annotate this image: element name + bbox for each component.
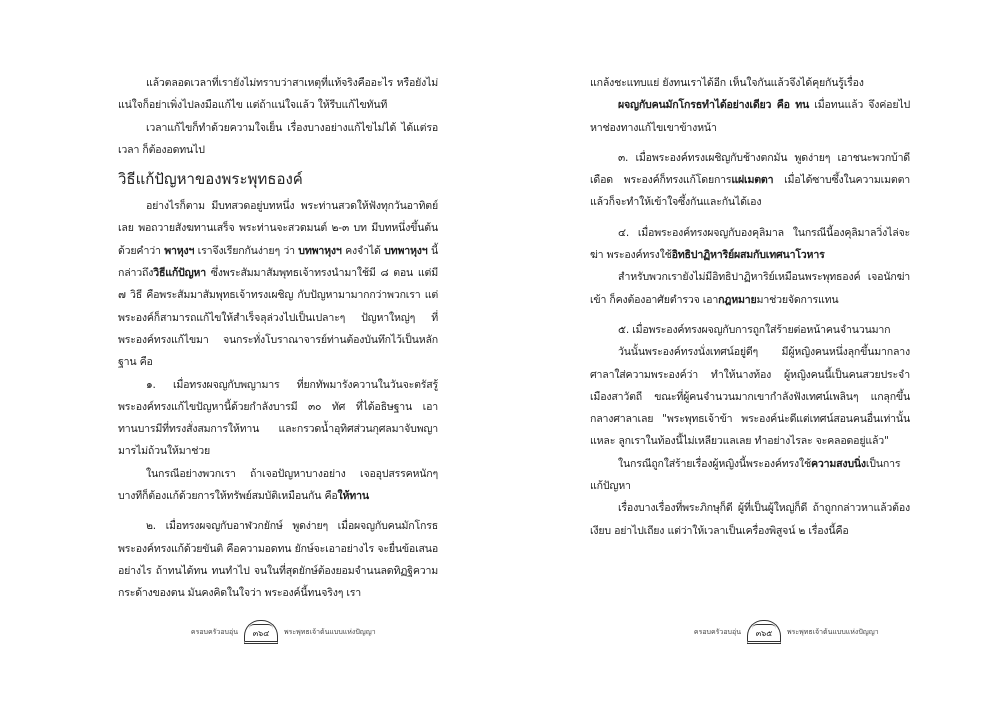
page-number-badge bbox=[747, 620, 781, 644]
right-page bbox=[500, 0, 1000, 707]
page-footer bbox=[170, 620, 376, 644]
paragraph: เวลาแก้ไขก็ทำด้วยความใจเย็น เรื่องบางอย่างแก้ไขไม่ได้ ได้แต่รอเวลา ก็ต้องอดทนไป bbox=[118, 121, 438, 156]
paragraph: ในกรณีถูกใส่ร้ายเรื่องผู้หญิงนี้พระองค์ทรงใช้ความสงบนิ่งเป็นการแก้ปัญหา bbox=[590, 457, 901, 493]
left-text-column bbox=[118, 72, 438, 605]
paragraph: เรื่องบางเรื่องที่พระภิกษุก็ดี ผู้ที่เป็นผู้ใหญ่ก็ดี ถ้าถูกกล่าวหาแล้วต้องเงียบ อย่าไปเถียง แต่ว่าให้เวลาเป็นเครื่องพิสูจน์ ๒ เรื่องนี้คือ bbox=[590, 502, 910, 537]
paragraph: อย่างไรก็ตาม มีบทสวดอยู่บทหนึ่ง พระท่านสวดให้ฟังทุกวันอาทิตย์เลย พอถวายสังฆทานเสร็จ พระท่านจะสวดมนต์ ๒-๓ บท มีบทหนึ่งขึ้นต้นด้วยคำว่า พาหุงฯ เราจึงเรียกกันง่ายๆ ว่า บทพาหุงฯ คงจำได้ บทพาหุงฯ นี้ กล่าวถึงวิธีแก้ปัญหา ซึ่งพระสัมมาสัมพุทธเจ้าทรงนำมาใช้มี ๘ ตอน แต่มี ๗ วิธี คือพระสัมมาสัมพุทธเจ้าทรงเผชิญ กับปัญหามามากกว่าพวกเรา แต่พระองค์ก็สามารถแก้ไขให้สำเร็จลุล่วงไปเป็นเปลาะๆ ปัญหาใหญ่ๆ ที่พระองค์ทรงแก้ไขมา จนกระทั่งโบราณาจารย์ท่านต้องบันทึกไว้เป็นหลักฐาน คือ bbox=[118, 200, 438, 369]
footer-chapter-title: พระพุทธเจ้าต้นแบบแห่งปัญญา bbox=[284, 627, 376, 636]
section-heading: วิธีแก้ปัญหาของพระพุทธองค์ bbox=[118, 170, 303, 189]
page-number: ๓๖๕ bbox=[755, 628, 773, 638]
right-text-column bbox=[590, 72, 910, 542]
page-footer bbox=[673, 620, 879, 644]
paragraph: ๕. เมื่อพระองค์ทรงผจญกับการถูกใส่ร้ายต่อหน้าคนจำนวนมาก bbox=[618, 323, 891, 336]
paragraph: ๒. เมื่อทรงผจญกับอาฬวกยักษ์ พูดง่ายๆ เมื่อผจญกับคนมักโกรธ พระองค์ทรงแก้ด้วยขันติ คือความอดทน ยักษ์จะเอาอย่างไร จะยื่นข้อเสนออย่างไร ถ้าทนได้ทน ทนทำไป จนในที่สุดยักษ์ต้องยอมจำนนลดทิฏฐิความกระด้างของตน มันคงคิดในใจว่า พระองค์นี้ทนจริงๆ เรา bbox=[118, 520, 438, 600]
paragraph: ๑. เมื่อทรงผจญกับพญามาร ที่ยกทัพมารังควานในวันจะตรัสรู้ พระองค์ทรงแก้ไขปัญหานี้ด้วยกำลังบารมี ๓๐ ทัศ ที่ได้อธิษฐาน เอาทานบารมีที่ทรงสั่งสมการให้ทาน และกรวดน้ำอุทิศส่วนกุศลมาจับพญามารไม่ถ้วนให้มาช่วย bbox=[118, 378, 438, 458]
paragraph: วันนั้นพระองค์ทรงนั่งเทศน์อยู่ดีๆ มีผู้หญิงคนหนึ่งลุกขึ้นมากลางศาลาใส่ความพระองค์ว่า ทำให้นางท้อง ผู้หญิงคนนี้เป็นคนสวยประจำเมืองสาวัตถี ขณะที่ผู้คนจำนวนมากเขากำลังฟังเทศน์เพลินๆ แกลุกขึ้นกลางศาลาเลย "พระพุทธเจ้าข้า พระองค์น่ะดีแต่เทศน์สอนคนอื่นเท่านั้นแหละ ลูกเราในท้องนี้ไม่เหลียวแลเลย ทำอย่างไรละ จะคลอดอยู่แล้ว" bbox=[590, 346, 910, 448]
paragraph: แล้วตลอดเวลาที่เรายังไม่ทราบว่าสาเหตุที่แท้จริงคืออะไร หรือยังไม่แน่ใจก็อย่าเพิ่งไปลงมือแก้ไข แต่ถ้าแน่ใจแล้ว ให้รีบแก้ไขทันที bbox=[118, 77, 438, 112]
footer-book-title: ครอบครัวอบอุ่น bbox=[693, 627, 741, 636]
paragraph: ๔. เมื่อพระองค์ทรงผจญกับองคุลิมาล ในกรณีนี้องคุลิมาลวิ่งไล่จะฆ่า พระองค์ทรงใช้อิทธิปาฏิหาริย์ผสมกับเทศนาโวหาร bbox=[590, 226, 910, 262]
footer-chapter-title: พระพุทธเจ้าต้นแบบแห่งปัญญา bbox=[787, 627, 879, 636]
page-number-badge bbox=[244, 620, 278, 644]
paragraph: ในกรณีอย่างพวกเรา ถ้าเจอปัญหาบางอย่าง เจออุปสรรคหนักๆ บางทีก็ต้องแก้ด้วยการให้ทรัพย์สมบัติเหมือนกัน คือให้ทาน bbox=[118, 467, 438, 503]
paragraph: สำหรับพวกเรายังไม่มีอิทธิปาฏิหาริย์เหมือนพระพุทธองค์ เจอนักฆ่าเข้า ก็คงต้องอาศัยตำรวจ เอากฎหมายมาช่วยจัดการแทน bbox=[590, 271, 910, 306]
paragraph: ผจญกับคนมักโกรธทำได้อย่างเดียว คือ ทน เมื่อทนแล้ว จึงค่อยไปหาช่องทางแก้ไขเขาข้างหน้า bbox=[590, 99, 910, 134]
page-number: ๓๖๔ bbox=[252, 628, 270, 638]
footer-book-title: ครอบครัวอบอุ่น bbox=[190, 627, 238, 636]
paragraph: ๓. เมื่อพระองค์ทรงเผชิญกับช้างตกมัน พูดง่ายๆ เอาชนะพวกบ้าดีเดือด พระองค์ก็ทรงแก้โดยการแผ่เมตตา เมื่อได้ซาบซึ้งในความเมตตาแล้วก็จะทำให้เข้าใจซึ้งกันและกันได้เอง bbox=[590, 151, 910, 209]
paragraph: แกล้งชะแทบแย่ ยังทนเราได้อีก เห็นใจกันแล้วจึงได้คุยกันรู้เรื่อง bbox=[590, 77, 864, 89]
